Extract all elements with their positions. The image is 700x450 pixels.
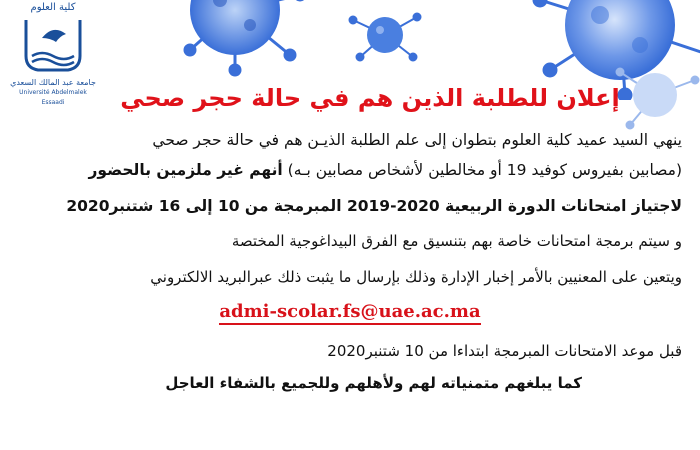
- notice-line-4: و سيتم برمجة امتحانات خاصة بهم بتنسيق مع الفرق البيداغوجية المختصة: [231, 232, 682, 250]
- notice-line-6: قبل موعد الامتحانات المبرمجة ابتداءا من 10 شتنبر2020: [327, 342, 682, 360]
- logo-emblem-icon: [20, 16, 86, 78]
- faculty-logo: [8, 2, 98, 106]
- notice-line-5: ويتعين على المعنيين بالأمر إخبار الإدارة وذلك بإرسال ما يثبت ذلك عبرالبريد الالكتروني: [150, 268, 682, 286]
- notice-line-3: لاجتياز امتحانات الدورة الربيعية 2020-2019 المبرمجة من 10 إلى 16 شتنبر2020: [66, 197, 682, 215]
- notice-line-2-normal: (مصابين بفيروس كوفيد 19 أو مخالطين لأشخاص مصابين بـه): [282, 161, 682, 179]
- logo-university-name-ar: جامعة عبد المالك السعدي: [10, 78, 96, 87]
- notice-title: إعلان للطلبة الذين هم في حالة حجر صحي: [120, 84, 620, 112]
- contact-email-link[interactable]: admi-scolar.fs@uae.ac.ma: [219, 301, 480, 325]
- logo-bottom-text: [8, 78, 98, 108]
- contact-email[interactable]: [0, 301, 700, 322]
- virus-illustration-small: [345, 5, 425, 65]
- notice-line-2: [88, 161, 682, 179]
- virus-illustration-top-left: [150, 0, 320, 80]
- notice-line-2-bold: أنهم غير ملزمين بالحضور: [88, 161, 283, 179]
- notice-line-1: ينهي السيد عميد كلية العلوم بتطوان إلى علم الطلبة الذيـن هم في حالة حجر صحي: [152, 131, 682, 149]
- logo-university-name-fr: Université Abdelmalek Essaadi: [19, 89, 87, 106]
- logo-top-text: كلية العلوم: [30, 2, 76, 13]
- notice-line-7: كما يبلغهم متمنياته لهم ولأهلهم وللجميع بالشفاء العاجل: [165, 374, 582, 392]
